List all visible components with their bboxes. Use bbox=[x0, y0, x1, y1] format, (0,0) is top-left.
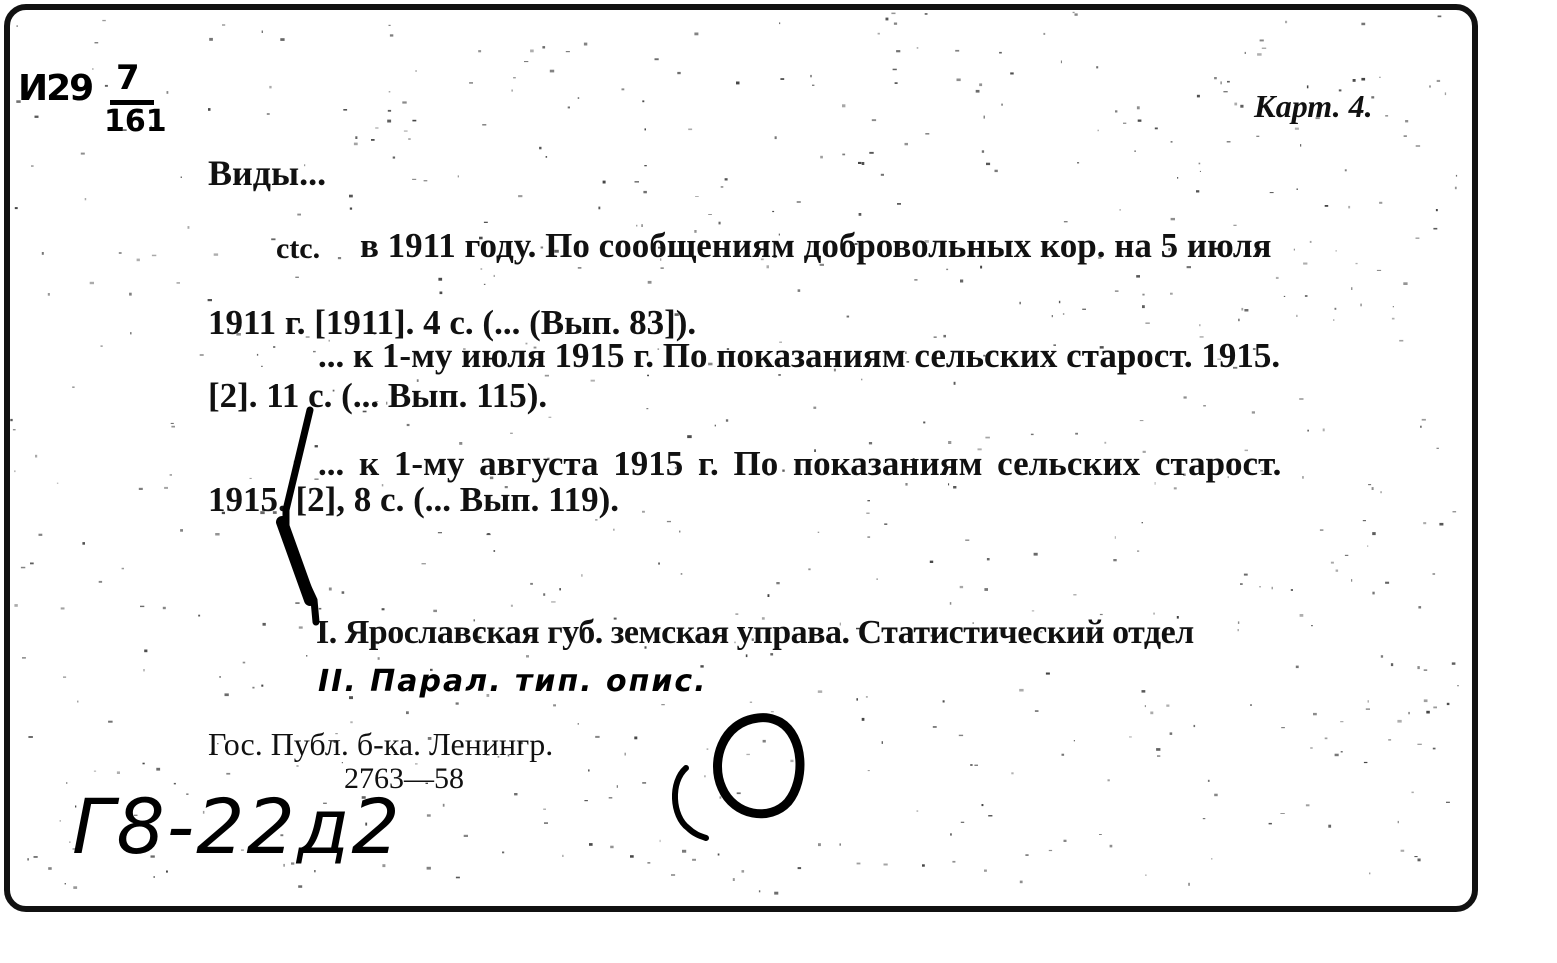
entry3-line2: 1915. [2], 8 с. (... Вып. 119). bbox=[208, 480, 620, 519]
card-heading: Виды... bbox=[208, 153, 327, 193]
shelfmark-prefix: И29 bbox=[18, 68, 93, 109]
library-name: Гос. Публ. б-ка. Ленингр. bbox=[208, 726, 554, 762]
entry2-line1: ... к 1-му июля 1915 г. По показаниям сельских старост. 1915. bbox=[318, 336, 1281, 375]
entry1-line2: 1911 г. [1911]. 4 с. (... (Вып. 83]). bbox=[208, 303, 697, 342]
entry3-line1: ... к 1-му августа 1915 г. По показаниям сельских старост. bbox=[318, 444, 1282, 483]
library-code: 2763—58 bbox=[344, 762, 464, 795]
handwritten-call-number: Г8-22д2 bbox=[72, 782, 402, 871]
tracing-line: I. Ярославская губ. земская управа. Статистический отдел bbox=[316, 614, 1194, 651]
entry2-line2: [2]. 11 с. (... Вып. 115). bbox=[208, 376, 548, 415]
shelfmark-denominator: 161 bbox=[104, 104, 167, 139]
pen-bracket-thick bbox=[282, 522, 310, 600]
tracing-handwritten: II. Парал. тип. опис. bbox=[318, 664, 708, 699]
catalog-card bbox=[4, 4, 1478, 912]
entry1-line1: в 1911 году. По сообщениям добровольных кор. на 5 июля bbox=[360, 226, 1272, 265]
box-label: Карт. 4. bbox=[1254, 88, 1373, 124]
shelfmark-numerator: 7 bbox=[116, 58, 140, 98]
handwritten-strokes bbox=[10, 10, 1472, 906]
circled-mark bbox=[718, 718, 800, 814]
entry1-mark: ctc. bbox=[276, 232, 321, 265]
circled-mark-tail bbox=[675, 768, 706, 838]
